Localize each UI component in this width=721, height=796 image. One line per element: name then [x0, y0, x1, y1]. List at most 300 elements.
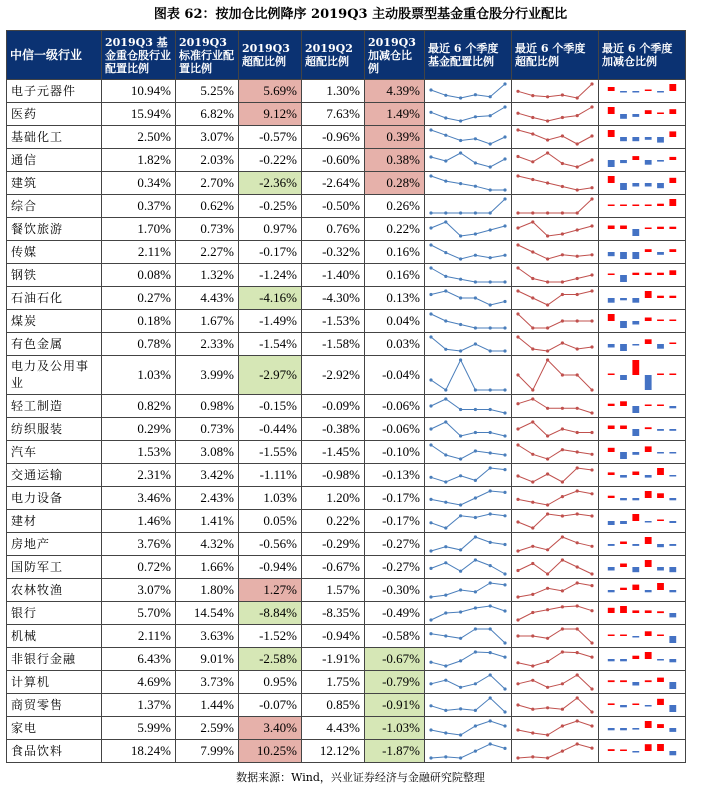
change-bar — [608, 130, 615, 137]
q3-change-ratio: -0.10% — [365, 441, 425, 464]
spark-point — [474, 137, 477, 140]
spark-point — [459, 257, 462, 260]
industry-name: 基础化工 — [7, 126, 102, 149]
spark-point — [576, 96, 579, 99]
spark-point — [429, 266, 432, 269]
spark-line — [431, 268, 505, 282]
spark-point — [474, 408, 477, 411]
q3-over-ratio: -0.07% — [239, 694, 302, 717]
q3-over-ratio: 10.25% — [239, 740, 302, 763]
spark-point — [546, 434, 549, 437]
change-bar — [632, 137, 639, 141]
spark-point — [516, 549, 519, 552]
q3-std-ratio: 2.03% — [176, 149, 239, 172]
spark-point — [444, 388, 447, 391]
q3-change-ratio: -0.27% — [365, 556, 425, 579]
spark-fund — [425, 172, 511, 194]
change-bar — [620, 160, 627, 163]
spark-point — [590, 468, 593, 471]
spark-point — [531, 731, 534, 734]
q3-change-ratio: -1.03% — [365, 717, 425, 740]
spark-point — [503, 82, 506, 85]
spark-point — [576, 673, 579, 676]
spark-over-cell — [512, 287, 599, 310]
spark-line — [431, 422, 505, 436]
spark-change — [599, 671, 685, 693]
change-bar — [632, 114, 639, 117]
spark-line — [518, 153, 592, 167]
q2-over-ratio: -1.91% — [302, 648, 365, 671]
q3-over-ratio: 1.27% — [239, 579, 302, 602]
spark-point — [429, 476, 432, 479]
spark-fund-cell — [425, 218, 512, 241]
spark-point — [444, 348, 447, 351]
spark-line — [431, 537, 505, 551]
table-row — [7, 172, 686, 195]
q3-over-ratio: -1.55% — [239, 441, 302, 464]
spark-point — [444, 180, 447, 183]
spark-point — [576, 581, 579, 584]
change-bar — [608, 590, 615, 592]
spark-point — [459, 733, 462, 736]
q2-over-ratio: -0.94% — [302, 625, 365, 648]
change-bar — [608, 749, 615, 751]
spark-over-cell — [512, 717, 599, 740]
spark-change — [599, 264, 685, 286]
spark-point — [516, 90, 519, 93]
q3-std-ratio: 2.33% — [176, 333, 239, 356]
spark-fund — [425, 740, 511, 762]
q3-fund-ratio: 0.78% — [102, 333, 176, 356]
q2-over-ratio: -0.98% — [302, 464, 365, 487]
q3-fund-ratio: 3.46% — [102, 487, 176, 510]
spark-point — [489, 466, 492, 469]
spark-change-cell — [599, 602, 686, 625]
spark-point — [546, 349, 549, 352]
spark-point — [489, 326, 492, 329]
change-bar — [632, 229, 639, 236]
spark-point — [429, 378, 432, 381]
change-bar — [657, 583, 664, 590]
industry-allocation-table — [6, 30, 686, 763]
table-row — [7, 356, 686, 395]
spark-change-cell — [599, 441, 686, 464]
spark-point — [516, 174, 519, 177]
industry-name: 电子元器件 — [7, 80, 102, 103]
spark-over-cell — [512, 487, 599, 510]
spark-change — [599, 172, 685, 194]
spark-change — [599, 625, 685, 647]
q2-over-ratio: -0.96% — [302, 126, 365, 149]
change-bar — [608, 608, 615, 613]
spark-fund — [425, 287, 511, 309]
spark-point — [474, 388, 477, 391]
q2-over-ratio: 7.63% — [302, 103, 365, 126]
spark-change-cell — [599, 241, 686, 264]
q2-over-ratio: -4.30% — [302, 287, 365, 310]
change-bar — [608, 404, 615, 406]
spark-point — [444, 731, 447, 734]
spark-line — [431, 291, 505, 305]
spark-change — [599, 648, 685, 670]
change-bar — [620, 375, 627, 380]
spark-point — [546, 548, 549, 551]
spark-point — [444, 501, 447, 504]
change-bar — [620, 426, 627, 430]
industry-name: 石油石化 — [7, 287, 102, 310]
spark-point — [561, 535, 564, 538]
spark-change — [599, 356, 685, 394]
spark-change — [599, 579, 685, 601]
spark-fund-cell — [425, 80, 512, 103]
change-bar — [645, 273, 652, 275]
spark-point — [590, 687, 593, 690]
change-bar — [657, 405, 664, 407]
spark-point — [489, 719, 492, 722]
change-bar — [645, 631, 652, 636]
q3-fund-ratio: 3.07% — [102, 579, 176, 602]
q3-fund-ratio: 0.08% — [102, 264, 176, 287]
change-bar — [608, 659, 615, 661]
spark-point — [503, 157, 506, 160]
spark-over — [512, 464, 598, 486]
spark-change — [599, 694, 685, 716]
spark-point — [429, 427, 432, 430]
q3-fund-ratio: 0.27% — [102, 287, 176, 310]
spark-fund-cell — [425, 103, 512, 126]
spark-line — [518, 537, 592, 551]
spark-point — [531, 211, 534, 214]
change-bar — [632, 298, 639, 303]
spark-point — [531, 480, 534, 483]
change-bar — [645, 744, 652, 751]
spark-point — [459, 570, 462, 573]
q3-std-ratio: 2.43% — [176, 487, 239, 510]
spark-fund — [425, 395, 511, 417]
spark-point — [503, 105, 506, 108]
header-spark-over: 最近 6 个季度超配比例 — [512, 31, 599, 80]
spark-over — [512, 602, 598, 624]
spark-point — [489, 114, 492, 117]
spark-point — [444, 275, 447, 278]
spark-point — [531, 388, 534, 391]
change-bar — [608, 426, 615, 430]
change-bar — [645, 680, 652, 682]
q3-fund-ratio: 4.69% — [102, 671, 176, 694]
q3-over-ratio: -0.44% — [239, 418, 302, 441]
spark-line — [518, 583, 592, 597]
spark-point — [459, 588, 462, 591]
spark-fund-cell — [425, 556, 512, 579]
spark-point — [489, 211, 492, 214]
spark-fund-cell — [425, 694, 512, 717]
q3-change-ratio: -0.27% — [365, 533, 425, 556]
spark-point — [546, 358, 549, 361]
industry-name: 交通运输 — [7, 464, 102, 487]
table-row — [7, 694, 686, 717]
spark-point — [590, 253, 593, 256]
spark-point — [561, 93, 564, 96]
spark-point — [444, 709, 447, 712]
q3-over-ratio: 0.95% — [239, 671, 302, 694]
spark-fund-cell — [425, 126, 512, 149]
spark-point — [576, 211, 579, 214]
change-bar — [657, 635, 664, 637]
q3-fund-ratio: 2.31% — [102, 464, 176, 487]
change-bar — [608, 274, 615, 276]
spark-point — [474, 627, 477, 630]
change-bar — [669, 728, 676, 732]
industry-name: 房地产 — [7, 533, 102, 556]
spark-point — [576, 627, 579, 630]
q3-std-ratio: 3.07% — [176, 126, 239, 149]
spark-point — [474, 185, 477, 188]
spark-fund-cell — [425, 356, 512, 395]
spark-change-cell — [599, 487, 686, 510]
spark-point — [503, 687, 506, 690]
change-bar — [669, 157, 676, 160]
industry-name: 钢铁 — [7, 264, 102, 287]
spark-change — [599, 241, 685, 263]
spark-point — [516, 703, 519, 706]
industry-name: 非银行金融 — [7, 648, 102, 671]
spark-point — [531, 526, 534, 529]
spark-line — [518, 84, 592, 98]
table-row — [7, 333, 686, 356]
change-bar — [620, 452, 627, 459]
spark-change-cell — [599, 333, 686, 356]
spark-point — [459, 211, 462, 214]
q3-change-ratio: 4.39% — [365, 80, 425, 103]
spark-fund-cell — [425, 464, 512, 487]
spark-point — [590, 724, 593, 727]
q2-over-ratio: 4.43% — [302, 717, 365, 740]
spark-over-cell — [512, 264, 599, 287]
table-row — [7, 579, 686, 602]
change-bar — [632, 205, 639, 207]
q3-std-ratio: 1.44% — [176, 694, 239, 717]
spark-point — [590, 134, 593, 137]
change-bar — [632, 498, 639, 500]
spark-point — [503, 349, 506, 352]
change-bar — [669, 613, 676, 617]
change-bar — [645, 705, 652, 707]
spark-over — [512, 510, 598, 532]
spark-point — [516, 682, 519, 685]
spark-point — [429, 404, 432, 407]
change-bar — [620, 635, 627, 637]
spark-point — [531, 611, 534, 614]
q3-fund-ratio: 5.70% — [102, 602, 176, 625]
change-bar — [608, 176, 615, 183]
spark-point — [516, 756, 519, 759]
industry-name: 计算机 — [7, 671, 102, 694]
change-bar — [669, 521, 676, 523]
spark-fund — [425, 264, 511, 286]
change-bar — [620, 498, 627, 500]
q3-fund-ratio: 0.18% — [102, 310, 176, 333]
table-row — [7, 487, 686, 510]
spark-point — [459, 349, 462, 352]
change-bar — [632, 610, 639, 613]
spark-point — [516, 661, 519, 664]
q3-fund-ratio: 1.03% — [102, 356, 176, 395]
spark-over-cell — [512, 556, 599, 579]
change-bar — [669, 682, 676, 689]
spark-point — [489, 165, 492, 168]
spark-point — [576, 489, 579, 492]
q2-over-ratio: 1.75% — [302, 671, 365, 694]
spark-point — [459, 610, 462, 613]
spark-point — [474, 750, 477, 753]
source-note: 数据来源：Wind，兴业证券经济与金融研究院整理 — [236, 771, 485, 784]
spark-point — [590, 572, 593, 575]
spark-point — [444, 211, 447, 214]
spark-change-cell — [599, 356, 686, 395]
change-bar — [669, 636, 676, 643]
spark-point — [489, 604, 492, 607]
q3-change-ratio: 0.03% — [365, 333, 425, 356]
q3-over-ratio: -1.24% — [239, 264, 302, 287]
spark-change — [599, 464, 685, 486]
change-bar — [632, 252, 639, 259]
spark-point — [503, 197, 506, 200]
spark-point — [503, 641, 506, 644]
change-bar — [669, 659, 676, 662]
q3-std-ratio: 4.43% — [176, 287, 239, 310]
spark-point — [531, 708, 534, 711]
change-bar — [645, 590, 652, 592]
q3-fund-ratio: 18.24% — [102, 740, 176, 763]
change-bar — [669, 320, 676, 322]
q3-std-ratio: 0.62% — [176, 195, 239, 218]
change-bar — [608, 472, 615, 475]
spark-point — [474, 724, 477, 727]
spark-point — [429, 661, 432, 664]
industry-name: 综合 — [7, 195, 102, 218]
change-bar — [669, 567, 676, 572]
q3-over-ratio: -0.94% — [239, 556, 302, 579]
spark-fund — [425, 579, 511, 601]
spark-point — [503, 491, 506, 494]
spark-point — [531, 347, 534, 350]
spark-point — [459, 548, 462, 551]
table-row — [7, 149, 686, 172]
spark-point — [531, 116, 534, 119]
change-bar — [620, 542, 627, 545]
change-bar — [645, 318, 652, 322]
spark-point — [516, 474, 519, 477]
table-row — [7, 287, 686, 310]
change-bar — [645, 475, 652, 478]
spark-over-cell — [512, 533, 599, 556]
spark-fund — [425, 333, 511, 355]
spark-change — [599, 602, 685, 624]
q2-over-ratio: -0.67% — [302, 556, 365, 579]
spark-point — [531, 160, 534, 163]
header-spark-change: 最近 6 个季度加减仓比例 — [599, 31, 686, 80]
change-bar — [620, 252, 627, 259]
spark-point — [503, 135, 506, 138]
spark-fund-cell — [425, 241, 512, 264]
spark-line — [518, 422, 592, 436]
industry-name: 轻工制造 — [7, 395, 102, 418]
spark-over — [512, 126, 598, 148]
q2-over-ratio: -8.35% — [302, 602, 365, 625]
table-row — [7, 602, 686, 625]
spark-over — [512, 287, 598, 309]
spark-line — [518, 107, 592, 121]
spark-point — [546, 587, 549, 590]
industry-name: 餐饮旅游 — [7, 218, 102, 241]
change-bar — [620, 298, 627, 300]
spark-point — [503, 326, 506, 329]
change-bar — [632, 704, 639, 706]
spark-point — [561, 724, 564, 727]
spark-line — [431, 222, 505, 236]
spark-point — [561, 211, 564, 214]
spark-point — [531, 220, 534, 223]
q3-fund-ratio: 2.11% — [102, 625, 176, 648]
spark-point — [503, 388, 506, 391]
spark-point — [489, 349, 492, 352]
q3-over-ratio: 9.12% — [239, 103, 302, 126]
change-bar — [608, 635, 615, 637]
q2-over-ratio: 1.30% — [302, 80, 365, 103]
spark-point — [489, 541, 492, 544]
spark-change-cell — [599, 310, 686, 333]
change-bar — [669, 227, 676, 229]
spark-over — [512, 717, 598, 739]
spark-point — [444, 94, 447, 97]
spark-point — [516, 243, 519, 246]
spark-point — [489, 451, 492, 454]
spark-over — [512, 356, 598, 394]
spark-change-cell — [599, 694, 686, 717]
spark-point — [590, 545, 593, 548]
change-bar — [620, 728, 627, 730]
spark-point — [561, 650, 564, 653]
q3-std-ratio: 2.27% — [176, 241, 239, 264]
spark-line — [431, 176, 505, 190]
table-row — [7, 510, 686, 533]
spark-point — [590, 388, 593, 391]
q3-fund-ratio: 0.34% — [102, 172, 176, 195]
spark-over — [512, 418, 598, 440]
spark-change-cell — [599, 172, 686, 195]
spark-line — [431, 744, 505, 758]
spark-point — [489, 408, 492, 411]
change-bar — [669, 296, 676, 298]
q3-fund-ratio: 0.37% — [102, 195, 176, 218]
spark-over-cell — [512, 464, 599, 487]
spark-over-cell — [512, 218, 599, 241]
spark-point — [489, 142, 492, 145]
change-bar — [608, 521, 615, 525]
change-bar — [608, 567, 615, 571]
spark-change-cell — [599, 418, 686, 441]
q2-over-ratio: -1.53% — [302, 310, 365, 333]
change-bar — [669, 498, 676, 500]
q2-over-ratio: -0.29% — [302, 533, 365, 556]
spark-change-cell — [599, 195, 686, 218]
q3-over-ratio: -2.97% — [239, 356, 302, 395]
spark-point — [503, 434, 506, 437]
q3-fund-ratio: 2.11% — [102, 241, 176, 264]
spark-line — [518, 130, 592, 144]
spark-point — [561, 708, 564, 711]
spark-point — [516, 155, 519, 158]
